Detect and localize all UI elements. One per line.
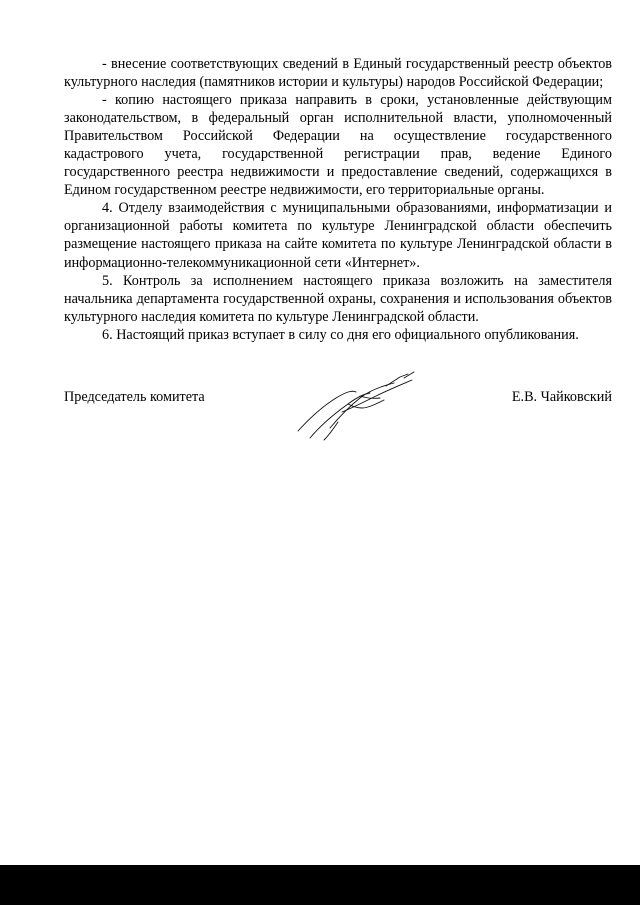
signatory-title: Председатель комитета <box>64 389 205 405</box>
paragraph-copy-order: - копию настоящего приказа направить в сроки, установленные действующим законодательством, в федеральный орган исполнительной власти, уполномоченный Правительством Российской Федерации на осуществление государственного кадастрового учета, государственной регистрации прав, ведение Единого государственного реестра недвижимости и предоставление сведений, содержащихся в Едином государственном реестре недвижимости, его территориальные органы. <box>64 92 612 199</box>
paragraph-item-5: 5. Контроль за исполнением настоящего приказа возложить на заместителя начальника департамента государственной охраны, сохранения и использования объектов культурного наследия комитета по культуре Ленинградской области. <box>64 272 612 325</box>
document-body <box>64 55 612 344</box>
paragraph-item-4: 4. Отделу взаимодействия с муниципальными образованиями, информатизации и организационной работы комитета по культуре Ленинградской области обеспечить размещение настоящего приказа на сайте комитета по культуре Ленинградской области в информационно-телекоммуникационной сети «Интернет». <box>64 200 612 271</box>
paragraph-item-6: 6. Настоящий приказ вступает в силу со дня его официального опубликования. <box>102 326 579 343</box>
handwritten-signature <box>290 368 430 448</box>
paragraph-registry-entry: - внесение соответствующих сведений в Единый государственный реестр объектов культурного наследия (памятников истории и культуры) народов Российской Федерации; <box>64 56 612 91</box>
scan-border-bottom <box>0 865 640 905</box>
signatory-name: Е.В. Чайковский <box>511 389 612 405</box>
